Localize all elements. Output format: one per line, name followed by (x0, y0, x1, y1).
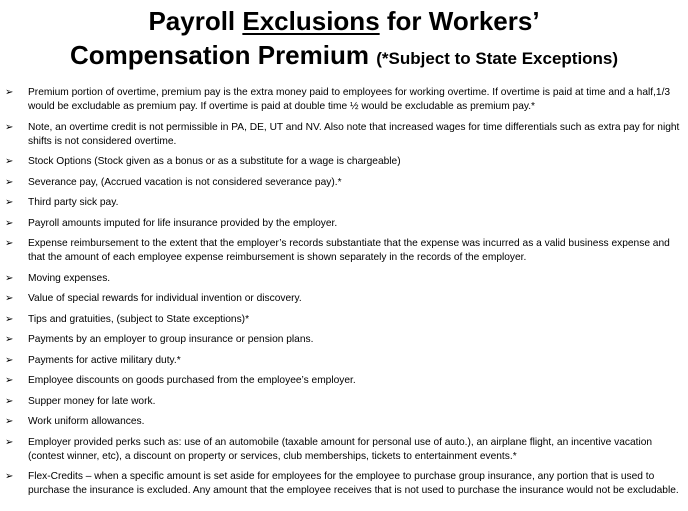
arrow-bullet-icon: ➢ (5, 176, 14, 188)
arrow-bullet-icon: ➢ (5, 272, 14, 284)
arrow-bullet-icon: ➢ (5, 334, 14, 345)
list-item-text: Supper money for late work. (28, 395, 156, 407)
list-item-text: Note, an overtime credit is not permissible in PA, DE, UT and NV. Also note that increased wages for time differentials such as extra pay for night shifts is not considered overtime. (28, 121, 680, 147)
arrow-bullet-icon: ➢ (5, 121, 14, 133)
title-underlined-word: Exclusions (242, 6, 380, 36)
list-item (0, 374, 688, 388)
arrow-bullet-icon: ➢ (5, 293, 14, 304)
exclusion-list (0, 86, 688, 505)
list-item (0, 121, 688, 149)
arrow-bullet-icon: ➢ (5, 416, 14, 427)
list-item-text: Flex-Credits – when a specific amount is set aside for employees for the employee to purchase group insurance, any portion that is used to purchase the insurance is excluded. Any amount that the employee receives that is not used to purchase the insurance would not be excludable. (28, 471, 679, 496)
arrow-bullet-icon: ➢ (5, 354, 14, 366)
list-item-text: Payments by an employer to group insurance or pension plans. (28, 334, 314, 345)
list-item-text: Third party sick pay. (28, 197, 119, 208)
title-line-1 (0, 4, 688, 38)
list-item-text: Premium portion of overtime, premium pay is the extra money paid to employees for working overtime. If overtime is paid at time and a half,1/3 would be excludable as premium pay. If overtime is paid at double time ½ would be excludable as premium pay.* (28, 87, 671, 112)
arrow-bullet-icon: ➢ (5, 395, 14, 407)
list-item-text: Expense reimbursement to the extent that the employer’s records substantiate that the expense was incurred as a valid business expense and that the amount of each employee expense reimbursement is shown separately in the records of the employer. (28, 238, 670, 263)
list-item (0, 196, 688, 210)
list-item (0, 415, 688, 429)
arrow-bullet-icon: ➢ (5, 238, 14, 249)
list-item (0, 272, 688, 286)
list-item-text: Stock Options (Stock given as a bonus or as a substitute for a wage is chargeable) (28, 156, 401, 167)
list-item (0, 86, 688, 114)
list-item (0, 217, 688, 231)
list-item (0, 313, 688, 327)
list-item (0, 176, 688, 190)
list-item (0, 395, 688, 409)
title-line-2 (0, 38, 688, 76)
arrow-bullet-icon: ➢ (5, 217, 14, 229)
title-text-start: Payroll (148, 6, 243, 36)
list-item-text: Tips and gratuities, (subject to State exceptions)* (28, 313, 250, 325)
list-item-text: Payments for active military duty.* (28, 354, 181, 366)
arrow-bullet-icon: ➢ (5, 87, 14, 98)
arrow-bullet-icon: ➢ (5, 375, 14, 386)
arrow-bullet-icon: ➢ (5, 156, 14, 167)
list-item (0, 436, 688, 464)
list-item (0, 237, 688, 265)
list-item-text: Value of special rewards for individual invention or discovery. (28, 293, 302, 304)
list-item (0, 354, 688, 368)
arrow-bullet-icon: ➢ (5, 436, 14, 448)
list-item-text: Payroll amounts imputed for life insurance provided by the employer. (28, 217, 338, 229)
list-item (0, 470, 688, 498)
arrow-bullet-icon: ➢ (5, 313, 14, 325)
list-item-text: Employer provided perks such as: use of an automobile (taxable amount for personal use of auto.), an airplane flight, an incentive vacation (contest winner, etc), a discount on property or services, club memberships, tickets to entertainment events.* (28, 436, 653, 462)
list-item (0, 333, 688, 347)
arrow-bullet-icon: ➢ (5, 471, 14, 482)
list-item-text: Severance pay, (Accrued vacation is not considered severance pay).* (28, 176, 342, 188)
list-item-text: Moving expenses. (28, 272, 111, 284)
list-item-text: Employee discounts on goods purchased from the employee’s employer. (28, 375, 356, 386)
list-item (0, 292, 688, 306)
title-subtitle: (*Subject to State Exceptions) (376, 49, 619, 68)
title-main-text: Compensation Premium (69, 40, 369, 70)
title-text-end: for Workers’ (379, 6, 540, 36)
list-item-text: Work uniform allowances. (28, 416, 145, 427)
list-item (0, 155, 688, 169)
page-title (0, 4, 688, 76)
arrow-bullet-icon: ➢ (5, 197, 14, 208)
